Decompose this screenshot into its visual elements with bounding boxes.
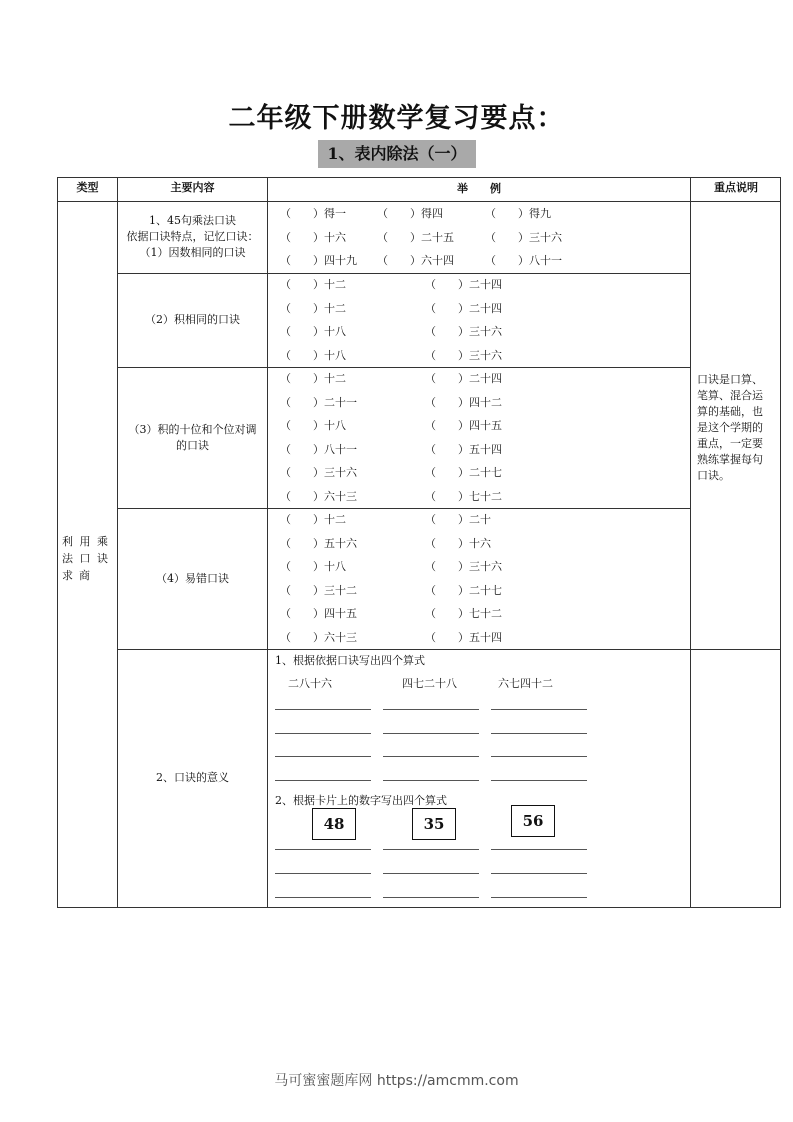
number-card-2: 35 (412, 808, 456, 840)
example-item: （ ）十二 (280, 301, 346, 315)
answer-blank (491, 780, 587, 781)
example-item: （ ）三十六 (280, 466, 357, 479)
content-cell-3 (118, 422, 267, 454)
example-item: （ ）三十六 (485, 230, 562, 244)
page-title: 二年级下册数学复习要点： (228, 103, 565, 134)
example-item: （ ）得九 (485, 207, 551, 220)
example-item: （ ）十二 (280, 278, 346, 291)
answer-blank (275, 709, 371, 710)
example-item: （ ）三十六 (425, 560, 502, 573)
example-item: （ ）五十四 (425, 442, 502, 456)
table-border-vertical (690, 177, 691, 908)
example-item: （ ）五十四 (425, 630, 502, 644)
header-type: 类型 (76, 181, 99, 194)
answer-blank (383, 873, 479, 874)
example-item: （ ）三十六 (425, 325, 502, 338)
example-item: （ ）八十一 (280, 442, 357, 456)
question-1: 1、根据依据口诀写出四个算式 (275, 654, 425, 667)
number-card-1: 48 (312, 808, 356, 840)
answer-blank (491, 709, 587, 710)
example-item: （ ）二十七 (425, 583, 502, 597)
example-item: （ ）二十一 (280, 395, 357, 409)
table-border-vertical (57, 177, 58, 908)
footer-watermark: 马可蜜蜜题库网 https://amcmm.com (274, 1073, 519, 1089)
number-card-3: 56 (511, 805, 555, 837)
answer-blank (491, 897, 587, 898)
example-item: （ ）十八 (280, 348, 346, 362)
example-item: （ ）十八 (280, 419, 346, 432)
table-border-vertical (267, 177, 268, 908)
answer-blank (491, 873, 587, 874)
answer-blank (383, 780, 479, 781)
answer-blank (383, 709, 479, 710)
example-item: （ ）十二 (280, 372, 346, 385)
table-border-horizontal (117, 273, 691, 274)
rhyme-1: 二八十六 (288, 677, 332, 690)
answer-blank (383, 849, 479, 850)
answer-blank (275, 897, 371, 898)
table-border-horizontal (117, 508, 691, 509)
example-item: （ ）四十五 (280, 607, 357, 620)
table-border-vertical (780, 177, 781, 908)
example-item: （ ）十二 (280, 513, 346, 526)
answer-blank (275, 849, 371, 850)
example-item: （ ）五十六 (280, 536, 357, 550)
example-item: （ ）七十二 (425, 489, 502, 503)
answer-blank (383, 756, 479, 757)
answer-blank (383, 733, 479, 734)
example-item: （ ）二十 (425, 513, 491, 526)
note-line: 口诀。 (697, 469, 730, 482)
rhyme-3: 六七四十二 (498, 677, 553, 690)
content-line: （3）积的十位和个位对调 (128, 423, 257, 436)
example-item: （ ）四十五 (425, 419, 502, 432)
example-item: （ ）八十一 (485, 254, 562, 267)
content-cell-meaning (118, 649, 267, 907)
header-content: 主要内容 (170, 181, 215, 194)
notes-cell (697, 372, 777, 484)
answer-blank (275, 756, 371, 757)
example-item: （ ）十六 (280, 230, 346, 244)
note-line: 算的基础，也 (697, 405, 763, 418)
answer-blank (275, 780, 371, 781)
example-item: （ ）二十四 (425, 372, 502, 385)
type-label: 利用乘法口诀求商 (62, 535, 114, 582)
example-item: （ ）十六 (425, 536, 491, 550)
example-item: （ ）十八 (280, 325, 346, 338)
example-item: （ ）六十三 (280, 630, 357, 644)
rhyme-2: 四七二十八 (402, 677, 457, 690)
example-item: （ ）二十五 (377, 230, 454, 244)
example-item: （ ）二十四 (425, 278, 502, 291)
answer-blank (275, 873, 371, 874)
answer-blank (491, 849, 587, 850)
table-border-horizontal (117, 649, 781, 650)
note-line: 是这个学期的 (697, 421, 763, 434)
example-item: （ ）七十二 (425, 607, 502, 620)
note-line: 重点，一定要 (697, 437, 763, 450)
example-item: （ ）得四 (377, 207, 443, 220)
question-2: 2、根据卡片上的数字写出四个算式 (275, 794, 447, 807)
answer-blank (491, 756, 587, 757)
example-item: （ ）三十六 (425, 348, 502, 362)
example-item: （ ）六十四 (377, 254, 454, 267)
content-cell-4 (118, 508, 267, 649)
note-line: 笔算、混合运 (697, 389, 763, 402)
table-border-horizontal (57, 907, 781, 908)
header-examples: 举 例 (457, 182, 501, 195)
content-cell-2 (118, 273, 267, 367)
example-item: （ ）三十二 (280, 583, 357, 597)
table-border-vertical (117, 177, 118, 908)
header-notes: 重点说明 (714, 181, 758, 194)
content-line: 的口诀 (176, 439, 209, 452)
content-line: （2）积相同的口诀 (145, 313, 240, 326)
example-item: （ ）四十九 (280, 254, 357, 267)
content-cell-1 (118, 213, 267, 261)
content-line: （4）易错口诀 (156, 571, 229, 585)
note-line: 熟练掌握每句 (697, 453, 763, 466)
example-item: （ ）六十三 (280, 489, 357, 503)
answer-blank (383, 897, 479, 898)
section-heading: 1、表内除法（一） (318, 140, 476, 168)
example-item: （ ）二十四 (425, 301, 502, 315)
answer-blank (275, 733, 371, 734)
content-line: 依据口诀特点，记忆口诀： (126, 230, 259, 243)
answer-blank (491, 733, 587, 734)
example-item: （ ）二十七 (425, 466, 502, 479)
content-line: 1、45句乘法口诀 (149, 214, 236, 227)
example-item: （ ）四十二 (425, 395, 502, 409)
table-border-horizontal (57, 201, 781, 202)
table-border-horizontal (117, 367, 691, 368)
table-border-horizontal (57, 177, 781, 178)
content-line: （1）因数相同的口诀 (139, 246, 246, 259)
note-line: 口诀是口算、 (697, 373, 763, 386)
example-item: （ ）十八 (280, 560, 346, 573)
content-line: 2、口诀的意义 (156, 771, 229, 784)
example-item: （ ）得一 (280, 207, 346, 220)
